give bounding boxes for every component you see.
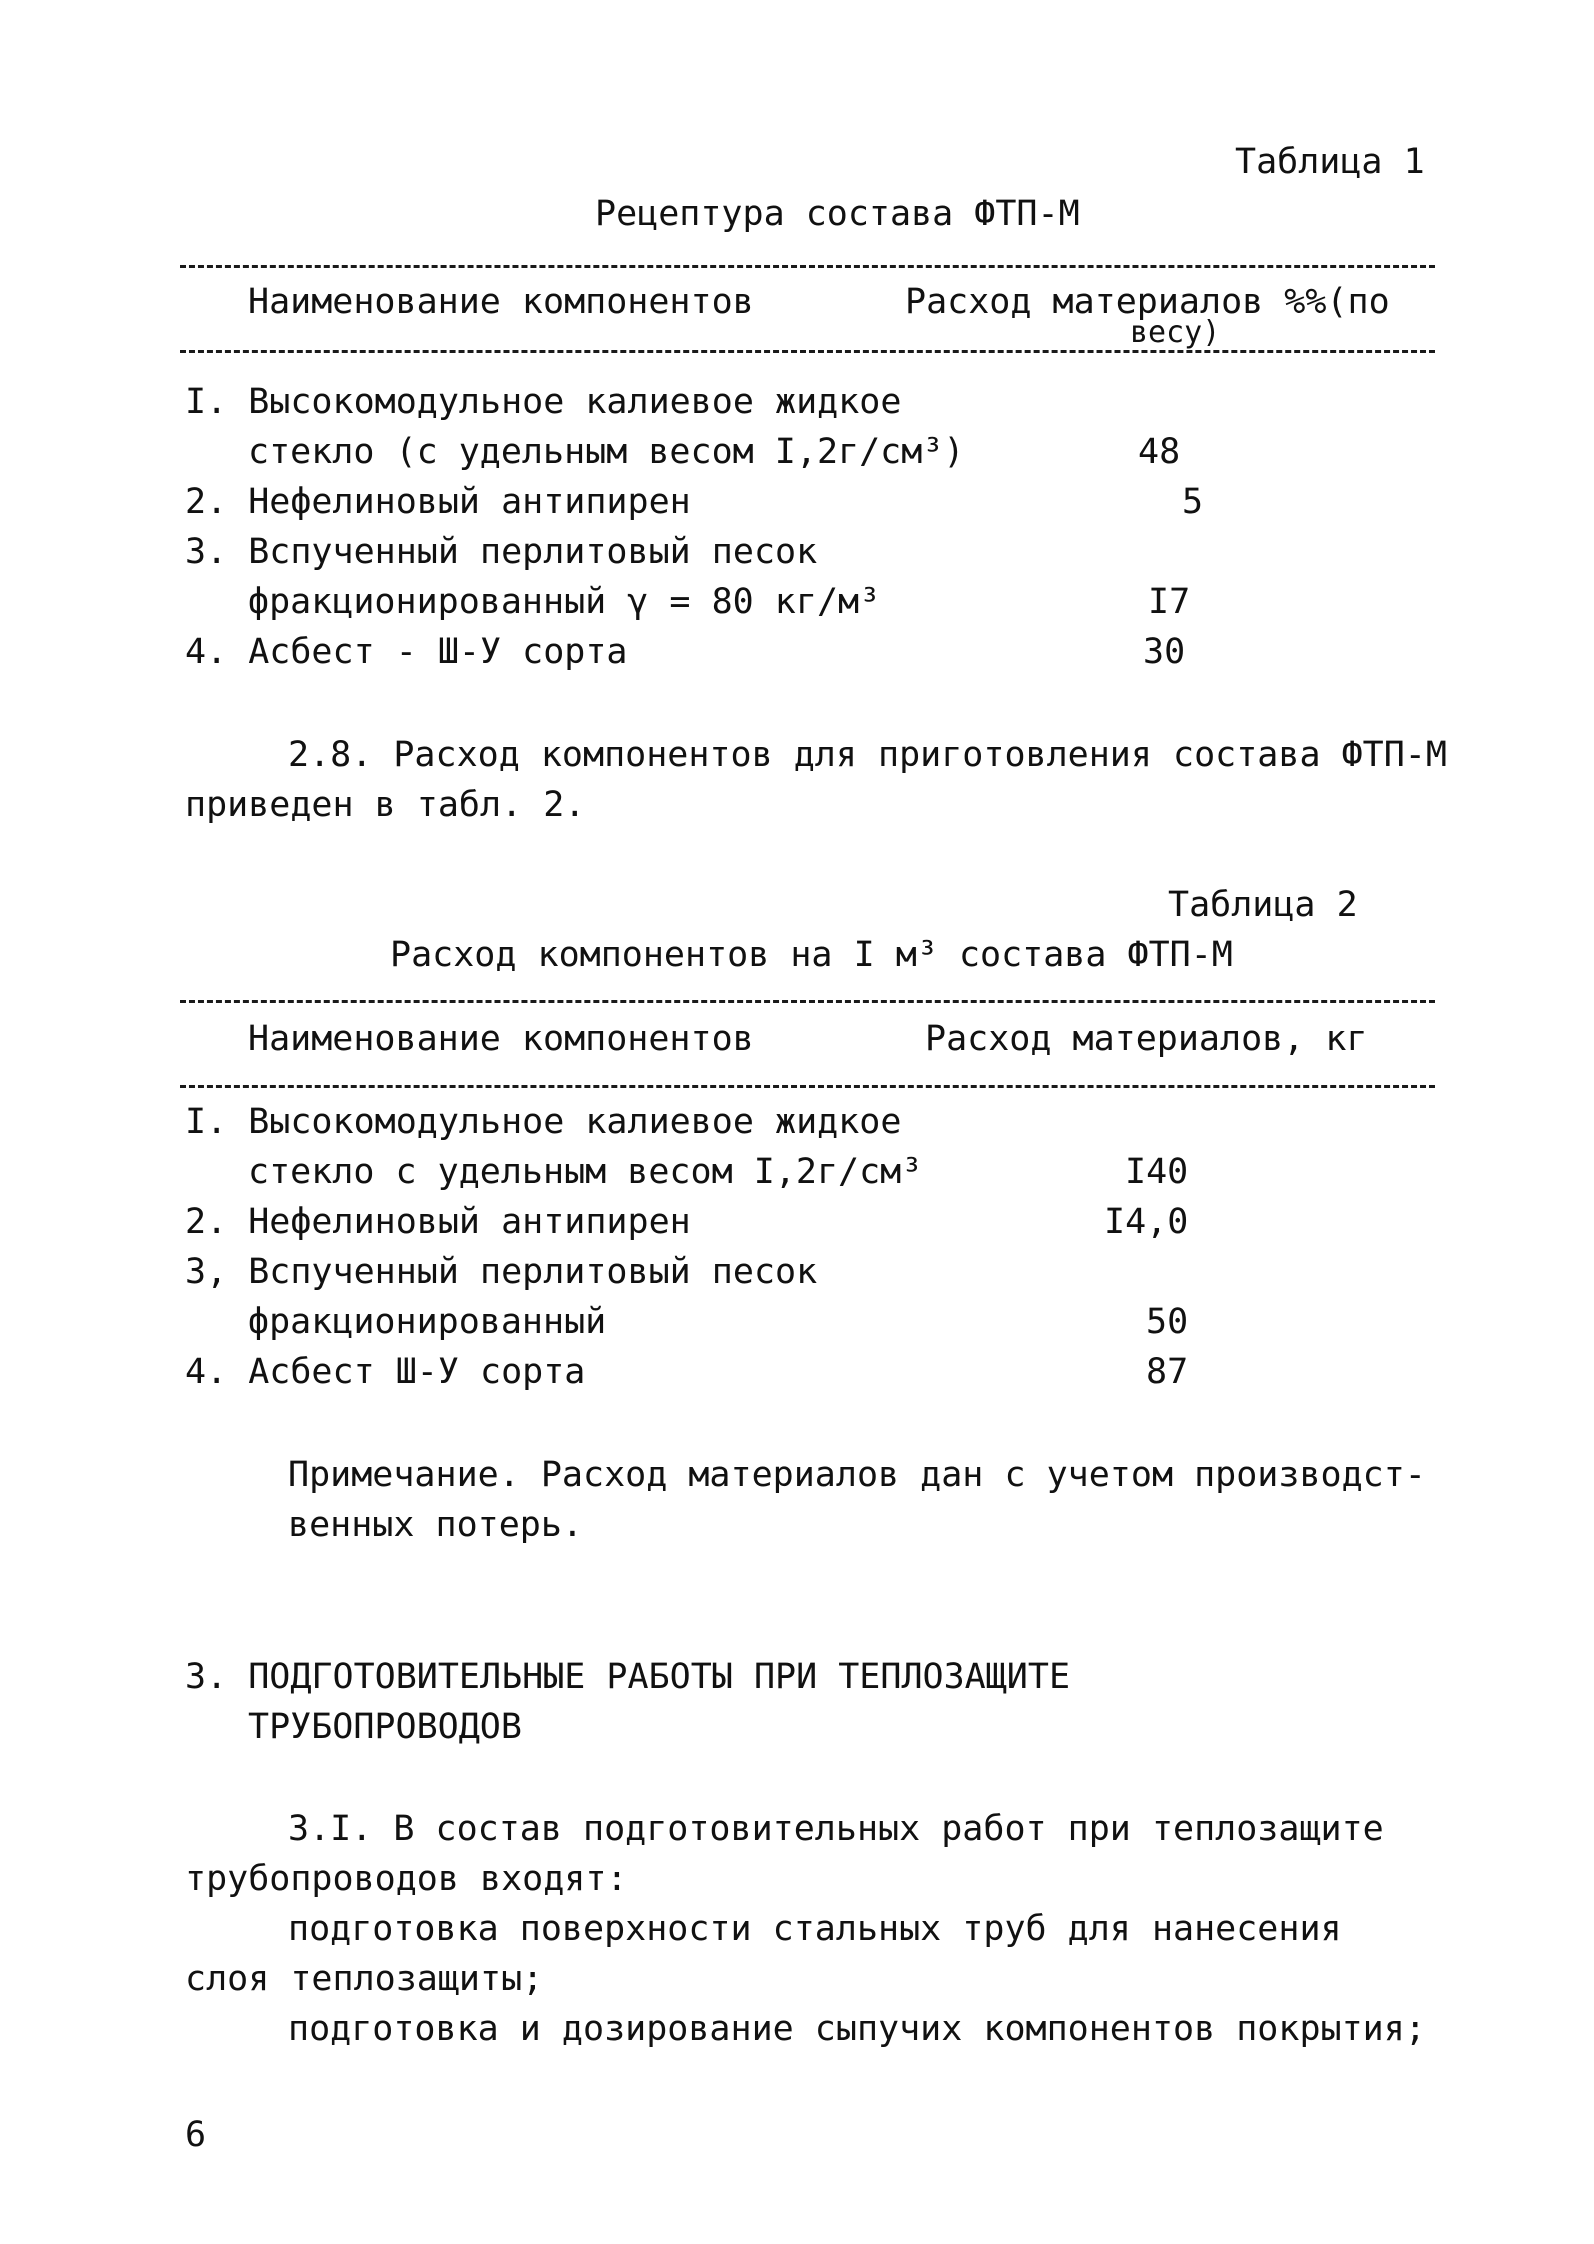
table2-top-rule: [180, 1000, 1435, 1003]
section3-p1-line2: трубопроводов входят:: [185, 1859, 628, 1899]
table1-row2-line1: 2. Нефелиновый антипирен: [185, 482, 691, 522]
table1-row4-value: 30: [1143, 632, 1186, 672]
table1-row3-line2: фракционированный γ = 80 кг/м³: [248, 582, 881, 622]
table1-row1-value: 48: [1138, 432, 1181, 472]
paragraph-2-8-line2: приведен в табл. 2.: [185, 785, 586, 825]
table1-row1-line1: I. Высокомодульное калиевое жидкое: [185, 382, 902, 422]
section3-item1-line1: подготовка поверхности стальных труб для нанесения: [288, 1909, 1342, 1949]
table2-header-name: Наименование компонентов: [248, 1019, 754, 1059]
table1-row3-value: I7: [1148, 582, 1191, 622]
table1-row4-line1: 4. Асбест - Ш-У сорта: [185, 632, 628, 672]
section3-item1-line2: слоя теплозащиты;: [185, 1959, 544, 1999]
paragraph-2-8-line1: 2.8. Расход компонентов для приготовления состава ФТП-М: [288, 735, 1447, 775]
table2-header-rule: [180, 1085, 1435, 1088]
table1-header-name: Наименование компонентов: [248, 282, 754, 322]
table2-row1-value: I40: [1125, 1152, 1189, 1192]
table2-label: Таблица 2: [1168, 885, 1358, 925]
table2-note-line1: Примечание. Расход материалов дан с учетом производст-: [288, 1455, 1426, 1495]
table2-row3-line2: фракционированный: [248, 1302, 607, 1342]
table2-row1-line2: стекло с удельным весом I,2г/см³: [248, 1152, 923, 1192]
table2-row4-value: 87: [1146, 1352, 1189, 1392]
table2-row2-value: I4,0: [1104, 1202, 1189, 1242]
table2-header-value: Расход материалов, кг: [925, 1019, 1368, 1059]
section3-heading-line1: 3. ПОДГОТОВИТЕЛЬНЫЕ РАБОТЫ ПРИ ТЕПЛОЗАЩИТЕ: [185, 1657, 1071, 1697]
table1-top-rule: [180, 265, 1435, 268]
table1-row2-value: 5: [1182, 482, 1204, 522]
table1-row1-line2: стекло (с удельным весом I,2г/см³): [248, 432, 965, 472]
table2-title: Расход компонентов на I м³ состава ФТП-М: [390, 935, 1233, 975]
page-number: 6: [185, 2115, 207, 2155]
table2-row4-line1: 4. Асбест Ш-У сорта: [185, 1352, 586, 1392]
section3-item2-line1: подготовка и дозирование сыпучих компонентов покрытия;: [288, 2009, 1426, 2049]
table1-header-rule: [180, 350, 1435, 353]
section3-p1-line1: 3.I. В состав подготовительных работ при теплозащите: [288, 1809, 1384, 1849]
table1-title: Рецептура состава ФТП-М: [595, 194, 1080, 234]
table1-label: Таблица 1: [1235, 142, 1425, 182]
section3-heading-line2: ТРУБОПРОВОДОВ: [248, 1707, 522, 1747]
table2-note-line2: венных потерь.: [288, 1505, 584, 1545]
table1-row3-line1: 3. Вспученный перлитовый песок: [185, 532, 818, 572]
table1-header-value: Расход материалов %%(по: [905, 282, 1390, 322]
table2-row1-line1: I. Высокомодульное калиевое жидкое: [185, 1102, 902, 1142]
table2-row3-value: 50: [1146, 1302, 1189, 1342]
table2-row2-line1: 2. Нефелиновый антипирен: [185, 1202, 691, 1242]
table2-row3-line1: 3, Вспученный перлитовый песок: [185, 1252, 818, 1292]
table1-header-value-cont: весу): [1130, 315, 1221, 350]
